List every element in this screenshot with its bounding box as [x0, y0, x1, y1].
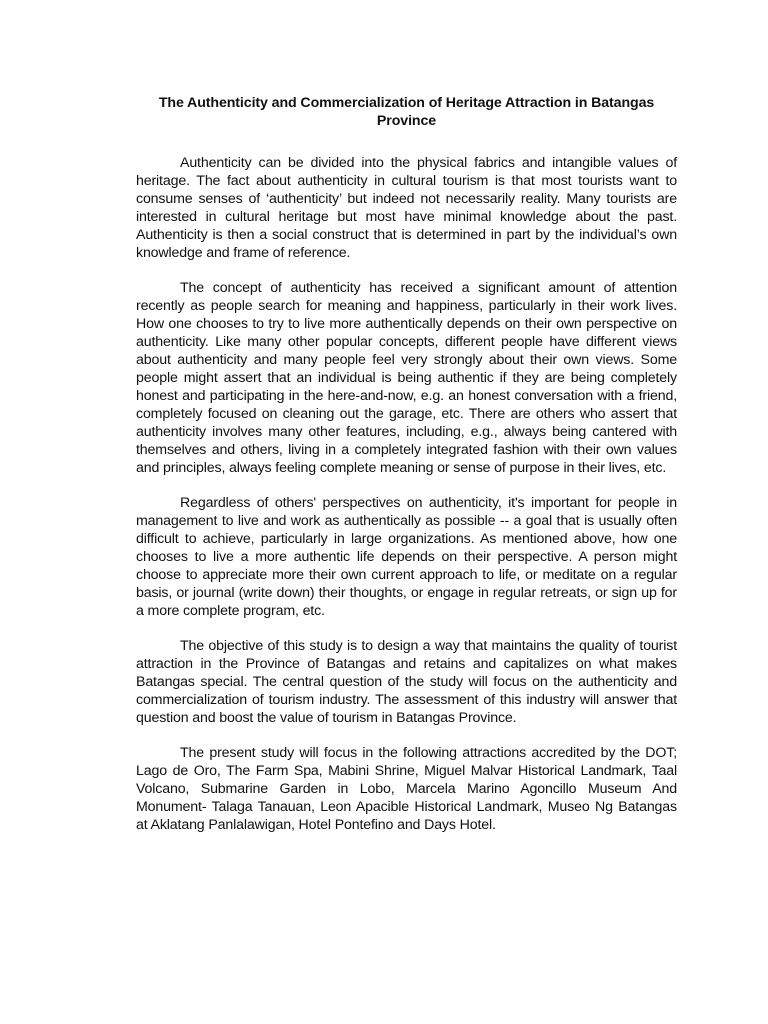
paragraph-4: The objective of this study is to design a way that maintains the quality of tourist attraction in the Province of Batangas and retains and capitalizes on what makes Batangas special. The central question of the study will focus on the authenticity and commercialization of tourism industry. The assessment of this industry will answer that question and boost the value of tourism in Batangas Province. [136, 638, 677, 726]
document-page [136, 94, 677, 851]
paragraph-3: Regardless of others' perspectives on authenticity, it's important for people in management to live and work as authentically as possible -- a goal that is usually often difficult to achieve, particularly in large organizations. As mentioned above, how one chooses to live a more authentic life depends on their perspective. A person might choose to appreciate more their own current approach to life, or meditate on a regular basis, or journal (write down) their thoughts, or engage in regular retreats, or sign up for a more complete program, etc. [136, 495, 677, 619]
paragraph-1: Authenticity can be divided into the physical fabrics and intangible values of heritage. The fact about authenticity in cultural tourism is that most tourists want to consume senses of ‘authenticity’ but indeed not necessarily reality. Many tourists are interested in cultural heritage but most have minimal knowledge about the past. Authenticity is then a social construct that is determined in part by the individual’s own knowledge and frame of reference. [136, 155, 677, 261]
document-title: The Authenticity and Commercialization of Heritage Attraction in Batangas Province [158, 95, 655, 129]
paragraph-2: The concept of authenticity has received a significant amount of attention recently as people search for meaning and happiness, particularly in their work lives. How one chooses to try to live more authentically depends on their own perspective on authenticity. Like many other popular concepts, different people have different views about authenticity and many people feel very strongly about their own views. Some people might assert that an individual is being authentic if they are being completely honest and participating in the here-and-now, e.g. an honest conversation with a friend, completely focused on cleaning out the garage, etc. There are others who assert that authenticity involves many other features, including, e.g., always being cantered with themselves and others, living in a completely integrated fashion with their own values and principles, always feeling complete meaning or sense of purpose in their lives, etc. [136, 280, 677, 476]
paragraph-5: The present study will focus in the following attractions accredited by the DOT; Lago de Oro, The Farm Spa, Mabini Shrine, Miguel Malvar Historical Landmark, Taal Volcano, Submarine Garden in Lobo, Marcela Marino Agoncillo Museum And Monument- Talaga Tanauan, Leon Apacible Historical Landmark, Museo Ng Batangas at Aklatang Panlalawigan, Hotel Pontefino and Days Hotel. [136, 745, 677, 833]
